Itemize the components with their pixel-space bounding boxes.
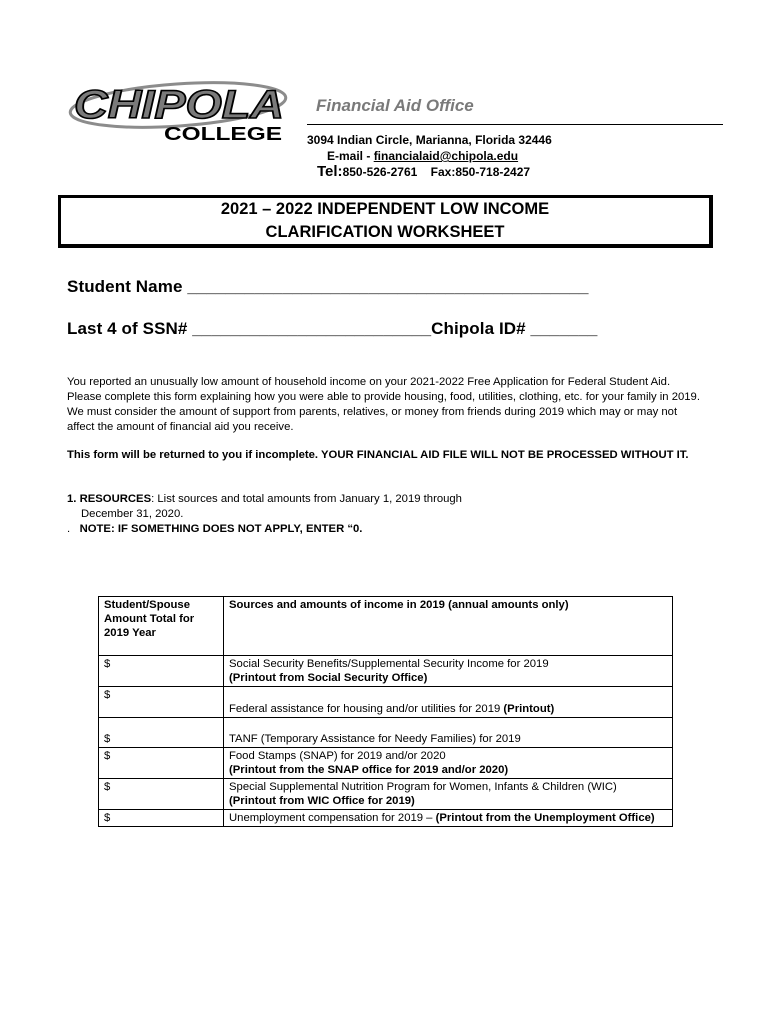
source-text: Unemployment compensation for 2019 – (229, 812, 436, 824)
logo-name: CHIPOLA (74, 83, 284, 127)
sources-column-header: Sources and amounts of income in 2019 (annual amounts only) (224, 597, 673, 656)
chipola-college-logo (66, 78, 292, 144)
office-address: 3094 Indian Circle, Marianna, Florida 32446 (307, 133, 552, 147)
resources-text-2: December 31, 2020. (81, 508, 184, 520)
intro-paragraph: You reported an unusually low amount of household income on your 2021-2022 Free Application for Federal Student Aid. Please complete this form explaining how you were able to provide housing, food, utilities, clothing, etc. for your family in 2019. We must consider the amount of support from parents, relatives, or money from friends during 2019 which may or may not affect the amount of financial aid you receive. (67, 376, 700, 433)
amount-cell[interactable]: $ (99, 779, 224, 810)
table-header-row (99, 597, 673, 656)
amount-column-header: Student/Spouse Amount Total for 2019 Year (99, 597, 224, 656)
source-note: (Printout from the SNAP office for 2019 and/or 2020) (229, 764, 509, 776)
amount-cell[interactable]: $ (99, 687, 224, 718)
office-email-line (327, 149, 518, 163)
source-cell (224, 718, 673, 748)
source-cell (224, 656, 673, 687)
source-text: Federal assistance for housing and/or utilities for 2019 (229, 703, 504, 715)
email-label: E-mail - (327, 149, 374, 163)
note-text: NOTE: IF SOMETHING DOES NOT APPLY, ENTER “0. (79, 523, 363, 535)
note-bullet: . (67, 523, 71, 535)
source-text: TANF (Temporary Assistance for Needy Families) for 2019 (229, 733, 521, 745)
source-cell (224, 779, 673, 810)
source-text: Food Stamps (SNAP) for 2019 and/or 2020 (229, 750, 446, 762)
office-phone-line (317, 163, 530, 180)
chipola-id-field[interactable]: Chipola ID# _______ (431, 319, 598, 338)
email-link[interactable]: financialaid@chipola.edu (373, 149, 519, 163)
resources-number: 1. (67, 493, 77, 505)
resources-section (67, 492, 707, 537)
source-note: (Printout from the Unemployment Office) (435, 812, 655, 824)
warning-paragraph: This form will be returned to you if incomplete. YOUR FINANCIAL AID FILE WILL NOT BE PROCESSED WITHOUT IT. (67, 449, 689, 461)
office-name: Financial Aid Office (316, 96, 474, 115)
table-row (99, 687, 673, 718)
logo-sub: COLLEGE (164, 124, 282, 144)
income-sources-table (98, 596, 673, 827)
table-row (99, 656, 673, 687)
title-line-2: CLARIFICATION WORKSHEET (265, 223, 505, 241)
source-text: Social Security Benefits/Supplemental Security Income for 2019 (229, 658, 549, 670)
source-text: Special Supplemental Nutrition Program for Women, Infants & Children (WIC) (229, 781, 617, 793)
source-cell (224, 748, 673, 779)
title-line-1: 2021 – 2022 INDEPENDENT LOW INCOME (220, 200, 550, 218)
header-divider (307, 124, 723, 125)
ssn-id-line (67, 319, 597, 339)
amount-cell[interactable]: $ (99, 810, 224, 827)
resources-label: RESOURCES (79, 493, 152, 505)
note-line (67, 522, 707, 537)
table-row (99, 748, 673, 779)
resources-text: : List sources and total amounts from January 1, 2019 through (151, 493, 462, 505)
amount-cell[interactable]: $ (99, 748, 224, 779)
amount-cell[interactable]: $ (99, 718, 224, 748)
source-cell (224, 810, 673, 827)
source-note: (Printout from Social Security Office) (229, 672, 428, 684)
source-note: (Printout) (503, 703, 555, 715)
source-note: (Printout from WIC Office for 2019) (229, 795, 415, 807)
ssn-field[interactable]: Last 4 of SSN# _________________________ (67, 319, 432, 338)
source-cell (224, 687, 673, 718)
amount-cell[interactable]: $ (99, 656, 224, 687)
fax-number: 850-718-2427 (455, 165, 531, 179)
student-name-field[interactable]: Student Name __________________________________________ (67, 277, 589, 296)
resources-line (67, 492, 707, 507)
form-title (58, 195, 713, 248)
tel-number: 850-526-2761 (342, 165, 418, 179)
table-row (99, 718, 673, 748)
tel-label: Tel: (317, 163, 343, 180)
fax-label: Fax: (430, 165, 456, 179)
table-row (99, 810, 673, 827)
table-row (99, 779, 673, 810)
